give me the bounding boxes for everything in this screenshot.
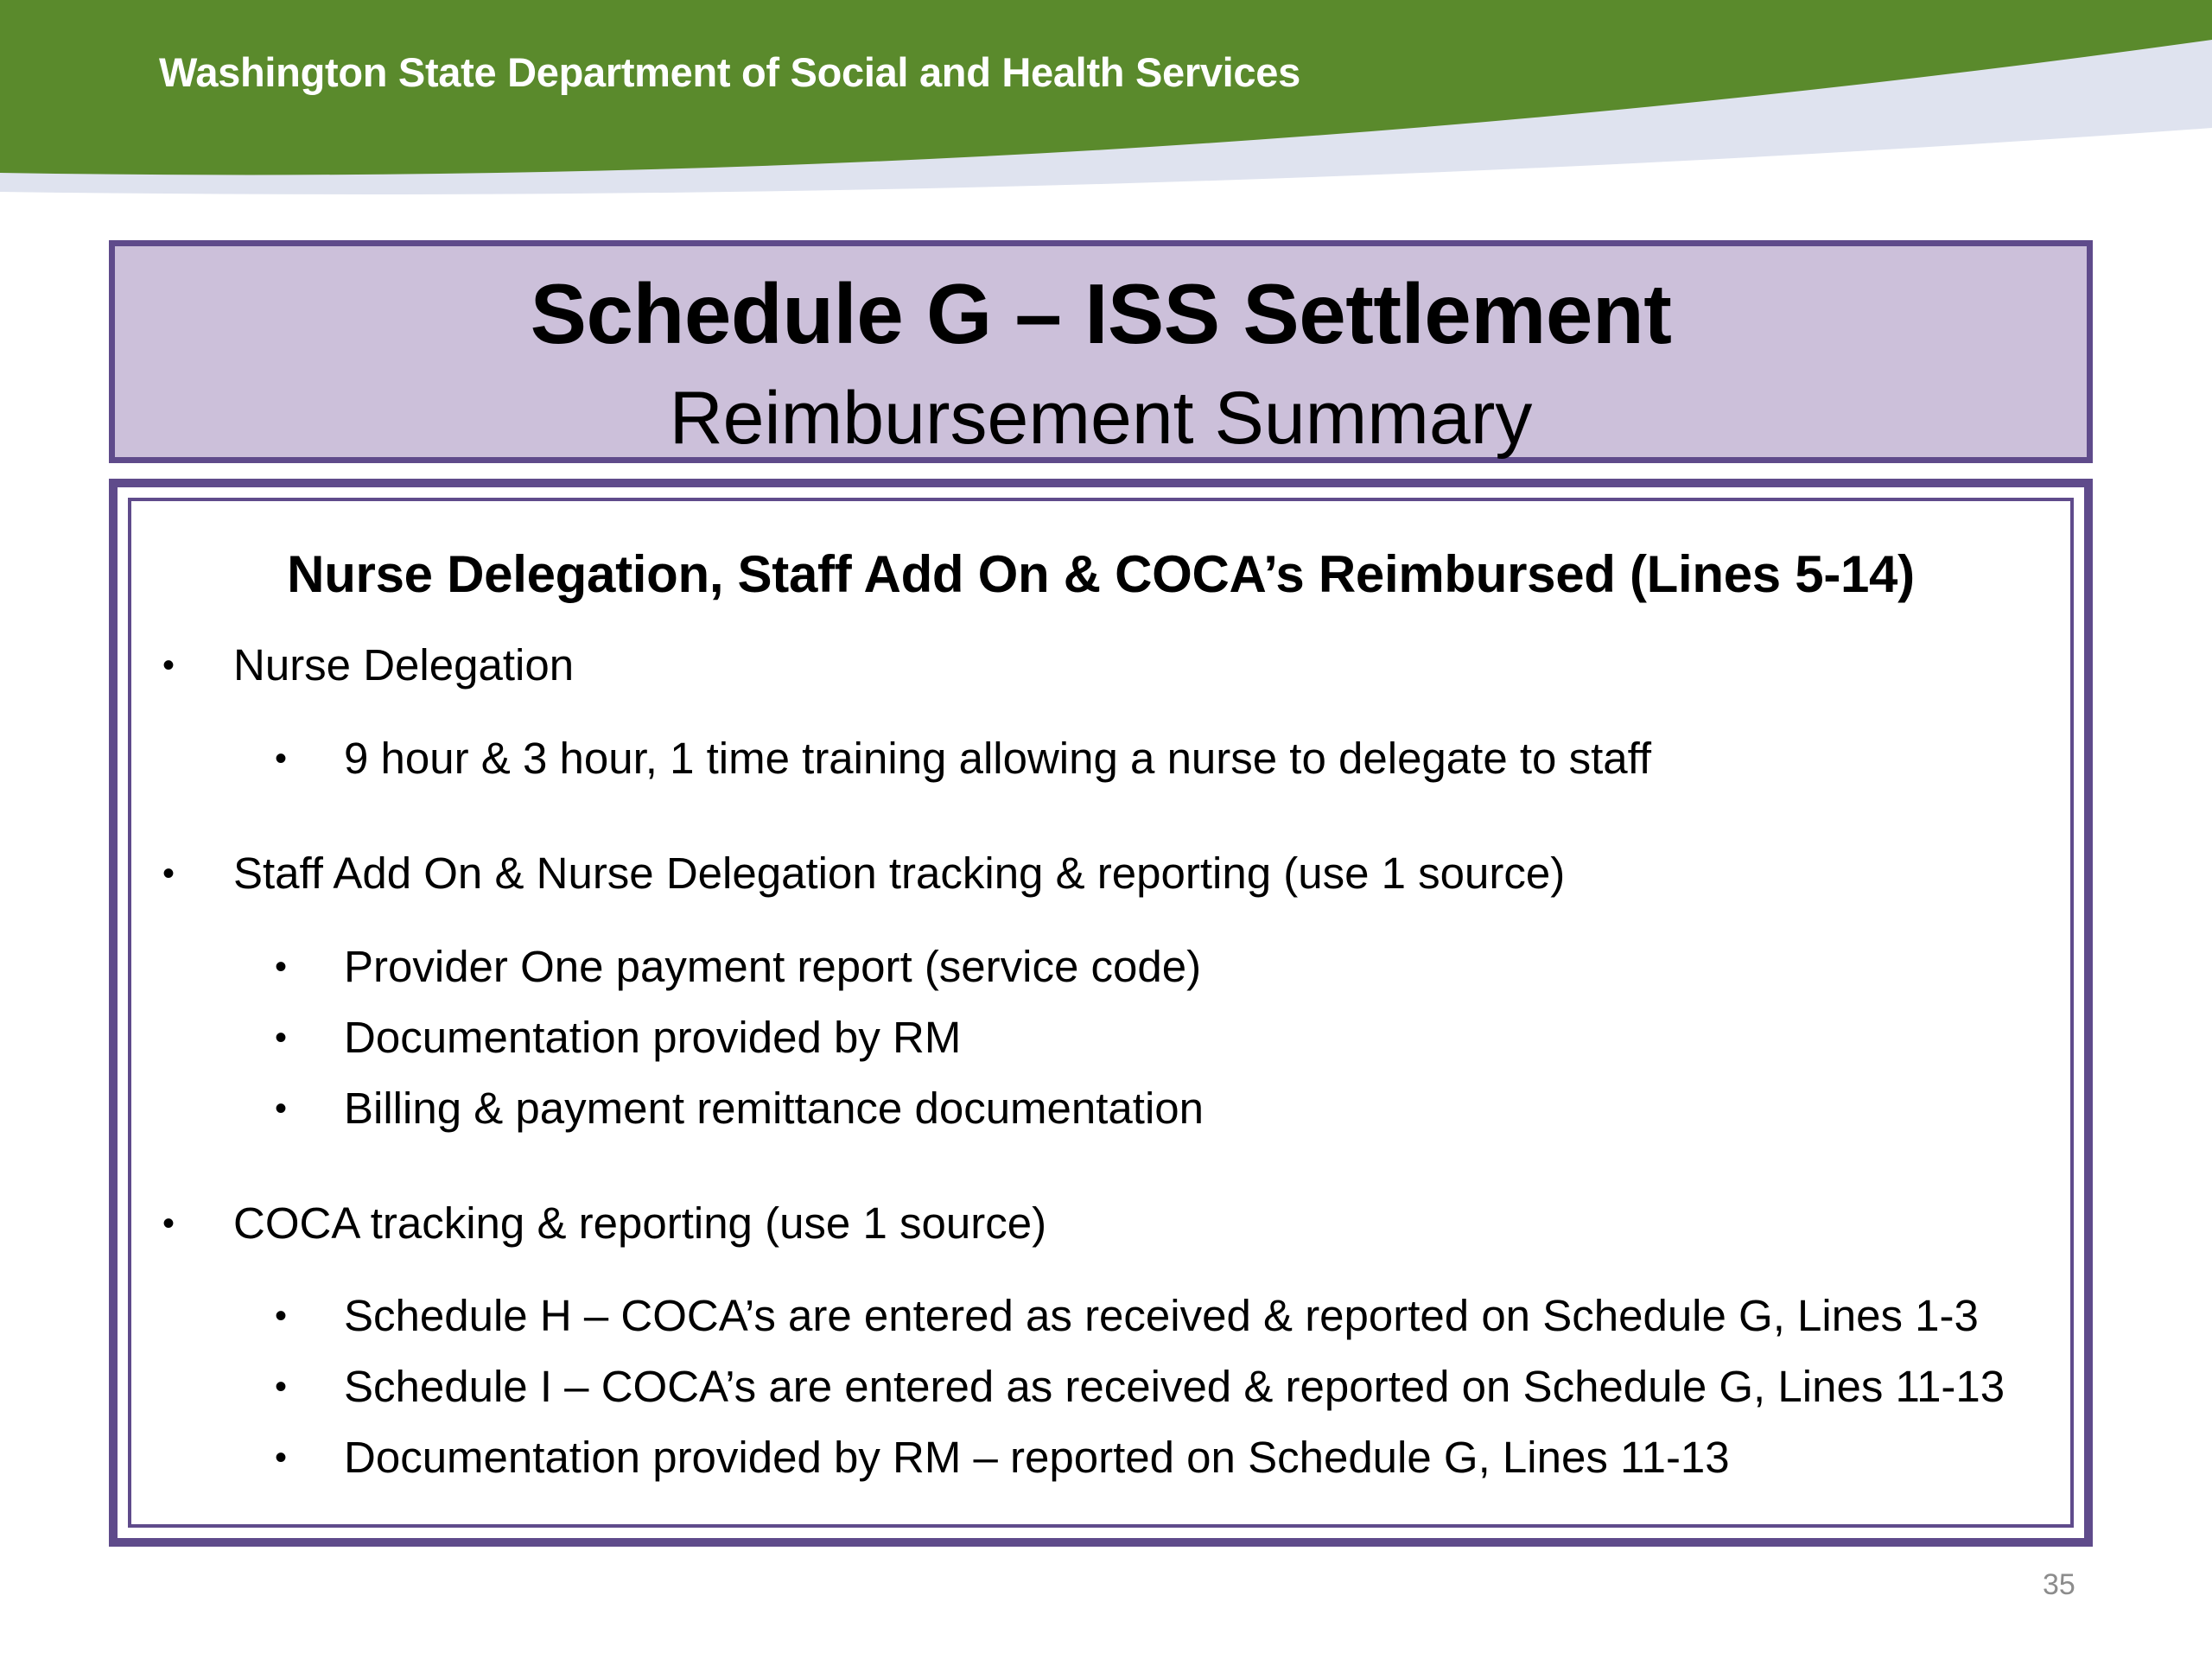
sub-bullet-marker: •	[275, 1090, 288, 1128]
sub-bullet-marker: •	[275, 948, 288, 986]
content-heading: Nurse Delegation, Staff Add On & COCA’s Reimbursed (Lines 5-14)	[287, 545, 1915, 603]
sub-bullet-marker: •	[275, 1368, 288, 1406]
sub-bullet-item: Documentation provided by RM	[344, 1013, 962, 1062]
sub-bullet-item: 9 hour & 3 hour, 1 time training allowing a nurse to delegate to staff	[344, 734, 1652, 783]
sub-bullet-item: Billing & payment remittance documentation	[344, 1084, 1205, 1133]
sub-bullet-item: Schedule H – COCA’s are entered as received & reported on Schedule G, Lines 1-3	[344, 1291, 1979, 1340]
header-swoosh-graphic	[0, 0, 2212, 207]
header-banner	[0, 0, 2212, 207]
sub-bullet-item: Schedule I – COCA’s are entered as received & reported on Schedule G, Lines 11-13	[344, 1362, 2005, 1411]
sub-bullet-marker: •	[275, 1297, 288, 1335]
bullet-item-nurse-delegation: Nurse Delegation	[233, 640, 575, 690]
sub-bullet-marker: •	[275, 740, 288, 778]
bullet-item-coca-tracking: COCA tracking & reporting (use 1 source)	[233, 1198, 1047, 1248]
title-box	[109, 240, 2093, 463]
sub-bullet-item: Documentation provided by RM – reported on Schedule G, Lines 11-13	[344, 1433, 1730, 1482]
sub-bullet-marker: •	[275, 1019, 288, 1057]
page-number: 35	[2043, 1568, 2075, 1601]
bullet-marker: •	[162, 855, 175, 893]
slide-title: Schedule G – ISS Settlement	[530, 266, 1672, 361]
organization-name: Washington State Department of Social and Health Services	[159, 49, 1300, 95]
sub-bullet-marker: •	[275, 1439, 288, 1477]
bullet-marker: •	[162, 1205, 175, 1243]
bullet-marker: •	[162, 646, 175, 684]
bullet-item-staff-add-on: Staff Add On & Nurse Delegation tracking & reporting (use 1 source)	[233, 849, 1566, 898]
slide-subtitle: Reimbursement Summary	[669, 377, 1533, 460]
sub-bullet-item: Provider One payment report (service code)	[344, 942, 1202, 991]
